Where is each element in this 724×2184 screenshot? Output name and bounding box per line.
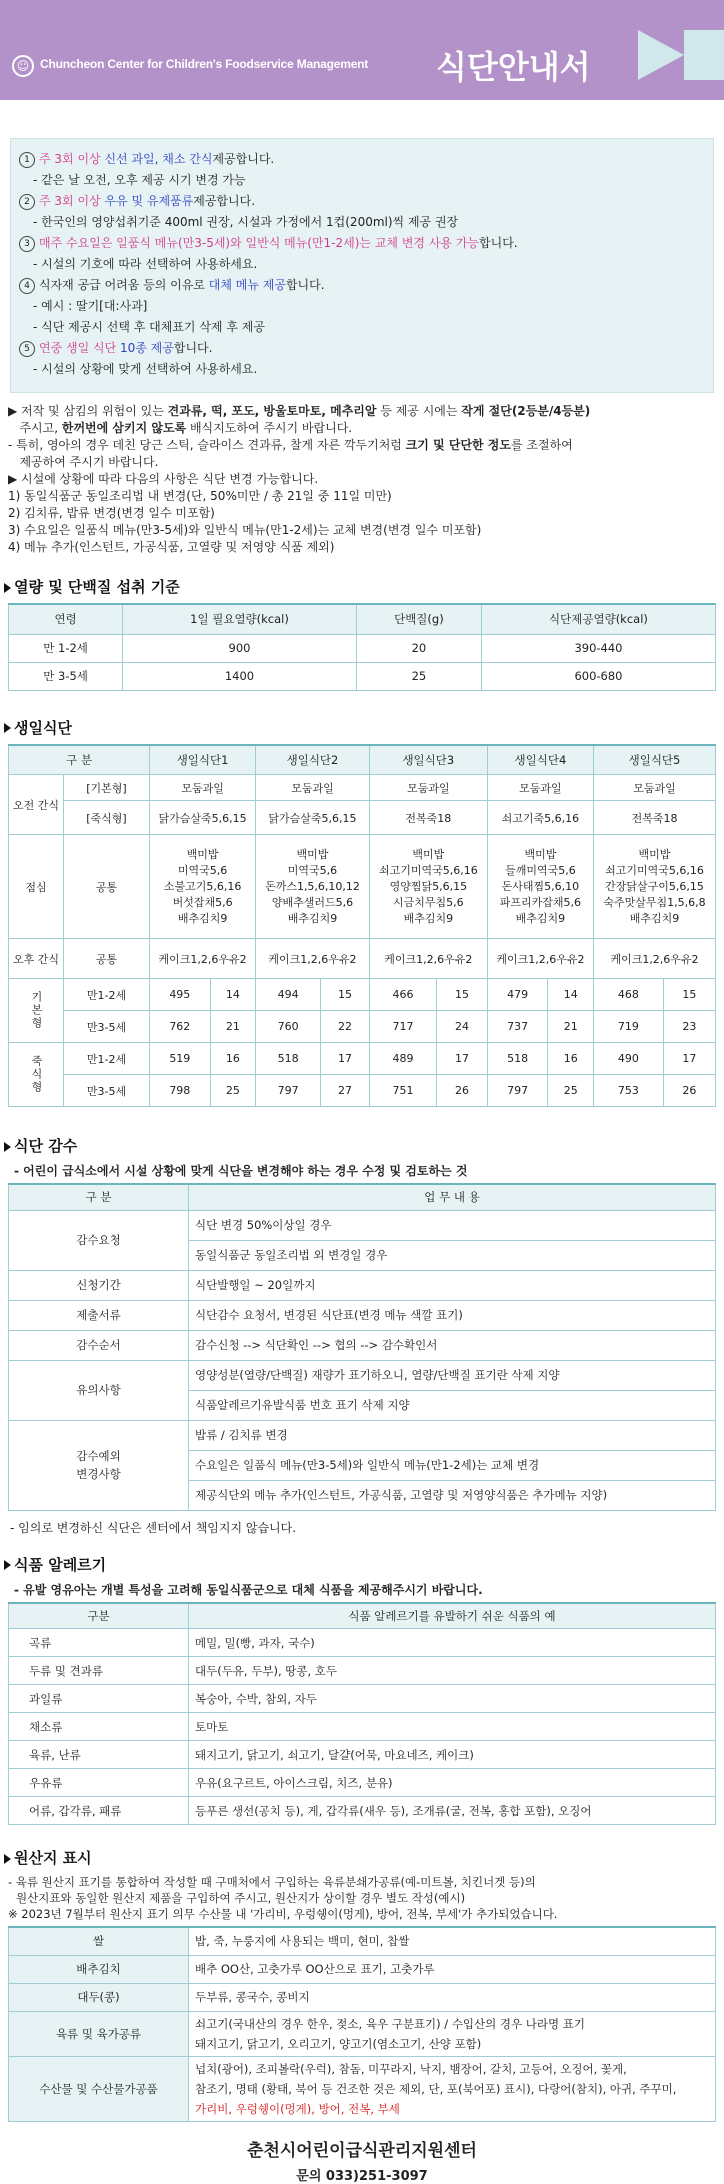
- table-cell: 식단감수 요청서, 변경된 식단표(변경 메뉴 색깔 표기): [189, 1300, 716, 1330]
- table-cell: 737: [487, 1011, 548, 1043]
- allergy-table: [8, 1602, 716, 1826]
- table-cell: 479: [487, 979, 548, 1011]
- table-header: 단백질(g): [356, 604, 481, 634]
- triangle-bullet-icon: [4, 1854, 11, 1864]
- table-row: [9, 775, 716, 801]
- row-label: 대두(콩): [9, 1983, 189, 2011]
- table-cell: 600-680: [481, 662, 715, 690]
- triangle-bullet-icon: [4, 583, 11, 593]
- notice-text: 연중 생일 식단: [39, 341, 120, 355]
- table-cell: 수요일은 일품식 메뉴(만3-5세)와 일반식 메뉴(만1-2세)는 교체 변경: [189, 1450, 716, 1480]
- table-cell: [150, 835, 256, 939]
- notice-line: [19, 233, 705, 254]
- table-row: [9, 1657, 716, 1685]
- menu-item: 간장닭살구이5,6,15: [605, 879, 704, 893]
- table-cell: 전복죽18: [369, 801, 487, 835]
- table-cell: 동일식품군 동일조리법 외 변경일 경우: [189, 1240, 716, 1270]
- origin-line: 돼지고기, 닭고기, 오리고기, 양고기(염소고기, 산양 포함): [195, 2036, 482, 2051]
- table-cell: 22: [321, 1011, 370, 1043]
- footer-center-name: 춘천시어린이급식관리지원센터: [247, 2140, 477, 2161]
- notice-subline: - 예시 : 딸기[대:사과]: [33, 299, 148, 313]
- menu-item: 배추김치9: [177, 911, 228, 925]
- table-row: [9, 1330, 716, 1360]
- text: 원산지표와 동일한 원산지 제품을 구입하여 주시고, 원산지가 상이할 경우 별도 작성(예시): [16, 1891, 466, 1905]
- text: 3) 수요일은 일품식 메뉴(만3-5세)와 일반식 메뉴(만1-2세)는 교체 변경(변경 일수 미포함): [8, 523, 482, 537]
- table-header: 생일식단3: [369, 745, 487, 775]
- table-cell: 1400: [123, 662, 357, 690]
- table-cell: 466: [369, 979, 436, 1011]
- table-cell: 쇠고기죽5,6,16: [487, 801, 593, 835]
- table-cell: 감수신청 --> 식단확인 --> 협의 --> 감수확인서: [189, 1330, 716, 1360]
- table-cell: 영양성분(열량/단백질) 재량가 표기하오니, 열량/단백질 표기란 삭제 지양: [189, 1360, 716, 1390]
- table-cell: 25: [548, 1075, 594, 1107]
- table-header: 식품 알레르기를 유발하기 쉬운 식품의 예: [189, 1603, 716, 1629]
- table-cell: 우유(요구르트, 아이스크림, 치즈, 분유): [189, 1769, 716, 1797]
- table-cell: 797: [256, 1075, 321, 1107]
- menu-item: 영양찜닭5,6,15: [389, 879, 468, 893]
- notice-text: 합니다.: [479, 236, 518, 250]
- table-cell: 대두(두유, 두부), 땅콩, 호두: [189, 1657, 716, 1685]
- text: 한꺼번에 삼키지 않도록: [61, 421, 187, 435]
- menu-item: 배추김치9: [287, 911, 338, 925]
- table-cell: 모둠과일: [369, 775, 487, 801]
- table-row: [9, 1685, 716, 1713]
- row-label: 배추김치: [9, 1955, 189, 1983]
- table-row: [9, 1210, 716, 1240]
- table-cell: 모둠과일: [487, 775, 593, 801]
- allergy-subtitle: - 유발 영유아는 개별 특성을 고려해 동일식품군으로 대체 식품을 제공해주시기 바랍니다.: [14, 1582, 483, 1597]
- text: 원산지 표시: [14, 1849, 92, 1867]
- table-cell: 제공식단외 메뉴 추가(인스턴트, 가공식품, 고열량 및 저영양식품은 추가메뉴 지양): [189, 1480, 716, 1510]
- notice-text: 제공합니다.: [193, 194, 256, 208]
- table-header: 생일식단1: [150, 745, 256, 775]
- reduction-note: - 임의로 변경하신 식단은 센터에서 책임지지 않습니다.: [10, 1520, 297, 1535]
- notice-text: 주 3회 이상: [39, 152, 105, 166]
- table-cell: 489: [369, 1043, 436, 1075]
- row-sublabel: 만1-2세: [64, 979, 150, 1011]
- row-label: 유의사항: [9, 1360, 189, 1420]
- table-cell: [369, 835, 487, 939]
- table-row: [9, 2011, 716, 2056]
- table-cell: 식단 변경 50%이상일 경우: [189, 1210, 716, 1240]
- menu-item: 백미밥: [296, 847, 329, 861]
- table-row: [9, 1420, 716, 1450]
- text: 4) 메뉴 추가(인스턴트, 가공식품, 고열량 및 저영양 식품 제외): [8, 540, 335, 554]
- table-row: [9, 2056, 716, 2121]
- table-cell: 케이크1,2,6우유2: [256, 939, 370, 979]
- notice-text: 신선 과일, 채소 간식: [104, 152, 213, 166]
- table-row: [9, 1270, 716, 1300]
- table-cell: 15: [321, 979, 370, 1011]
- table-cell: 23: [663, 1011, 715, 1043]
- table-cell: 762: [150, 1011, 211, 1043]
- table-cell: 798: [150, 1075, 211, 1107]
- row-label: 점심: [9, 835, 64, 939]
- table-cell: 390-440: [481, 634, 715, 662]
- origin-line: 가리비, 우렁쉥이(멍게), 방어, 전복, 부세: [195, 2101, 400, 2116]
- text: 작게 절단(2등분/4등분): [461, 404, 591, 418]
- table-cell: 등푸른 생선(공치 등), 게, 갑각류(새우 등), 조개류(굴, 전복, 홍합 포함), 오징어: [189, 1797, 716, 1825]
- text: - 특히, 영아의 경우 데친 당근 스틱, 슬라이스 견과류, 찰게 자른 깍두기처럼: [8, 438, 406, 452]
- number-circle-icon: 1: [19, 152, 35, 168]
- row-label: 오전 간식: [9, 775, 64, 835]
- triangle-bullet-icon: [4, 1560, 11, 1570]
- table-cell: 17: [663, 1043, 715, 1075]
- table-cell: [189, 2056, 716, 2121]
- table-cell: 모둠과일: [256, 775, 370, 801]
- table-row: [9, 801, 716, 835]
- table-cell: 797: [487, 1075, 548, 1107]
- table-header: 구 분: [9, 745, 150, 775]
- table-cell: 751: [369, 1075, 436, 1107]
- table-cell: 모둠과일: [150, 775, 256, 801]
- text: 식단 감수: [14, 1137, 78, 1155]
- table-cell: 메밀, 밀(빵, 과자, 국수): [189, 1629, 716, 1657]
- table-cell: 닭가슴살죽5,6,15: [256, 801, 370, 835]
- menu-item: 들깨미역국5,6: [505, 863, 576, 877]
- notice-subline: - 시설의 기호에 따라 선택하여 사용하세요.: [33, 257, 258, 271]
- row-label: 두류 및 견과류: [9, 1657, 189, 1685]
- menu-item: 백미밥: [412, 847, 445, 861]
- table-row: [9, 939, 716, 979]
- table-row: [9, 1741, 716, 1769]
- menu-item: 배추김치9: [403, 911, 454, 925]
- notice-text: 대체 메뉴 제공: [208, 278, 286, 292]
- table-cell: 16: [210, 1043, 256, 1075]
- menu-item: 쇠고기미역국5,6,16: [378, 863, 478, 877]
- table-header: 1일 필요열량(kcal): [123, 604, 357, 634]
- row-label: 감수요청: [9, 1210, 189, 1270]
- notice-subline: - 같은 날 오전, 오후 제공 시기 변경 가능: [33, 173, 246, 187]
- row-label: 제출서류: [9, 1300, 189, 1330]
- center-logo-icon: ☺: [12, 55, 34, 77]
- table-row: [9, 1043, 716, 1075]
- text: 배식지도하여 주시기 바랍니다.: [186, 421, 353, 435]
- notice-text: 합니다.: [173, 341, 213, 355]
- row-label: 육류 및 육가공류: [9, 2011, 189, 2056]
- table-cell: 490: [594, 1043, 664, 1075]
- text: 를 조절하여: [511, 438, 573, 452]
- table-header: 구분: [9, 1603, 189, 1629]
- table-row: [9, 1927, 716, 1955]
- table-cell: 17: [321, 1043, 370, 1075]
- table-header: 식단제공열량(kcal): [481, 604, 715, 634]
- table-cell: 21: [210, 1011, 256, 1043]
- row-label: 감수순서: [9, 1330, 189, 1360]
- menu-item: 돈사태찜5,6,10: [501, 879, 580, 893]
- menu-item: 양배추샐러드5,6: [271, 895, 354, 909]
- number-circle-icon: 3: [19, 236, 35, 252]
- menu-item: 배추김치9: [515, 911, 566, 925]
- row-label: 과일류: [9, 1685, 189, 1713]
- table-row: [9, 1075, 716, 1107]
- table-cell: 케이크1,2,6우유2: [369, 939, 487, 979]
- table-header: 생일식단4: [487, 745, 593, 775]
- table-row: [9, 1769, 716, 1797]
- menu-item: 백미밥: [186, 847, 219, 861]
- table-cell: 닭가슴살죽5,6,15: [150, 801, 256, 835]
- table-header: 연령: [9, 604, 123, 634]
- row-label: 어류, 갑각류, 패류: [9, 1797, 189, 1825]
- table-cell: 14: [548, 979, 594, 1011]
- table-cell: 25: [210, 1075, 256, 1107]
- menu-item: 버섯잡채5,6: [172, 895, 233, 909]
- table-row: [9, 1360, 716, 1390]
- table-cell: 495: [150, 979, 211, 1011]
- triangle-bullet-icon: [4, 1142, 11, 1152]
- table-row: [9, 1797, 716, 1825]
- notice-line: [19, 275, 705, 296]
- text: ※ 2023년 7월부터 원산지 표기 의무 수산물 내 '가리비, 우렁쉥이(멍게), 방어, 전복, 부세'가 추가되었습니다.: [8, 1907, 558, 1921]
- energy-table: [8, 603, 716, 691]
- table-cell: 16: [548, 1043, 594, 1075]
- notice-text: 10종 제공: [120, 341, 174, 355]
- table-cell: [256, 835, 370, 939]
- table-cell: 배추 OO산, 고춧가루 OO산으로 표기, 고춧가루: [189, 1955, 716, 1983]
- table-cell: 밥류 / 김치류 변경: [189, 1420, 716, 1450]
- menu-item: 쇠고기미역국5,6,16: [605, 863, 704, 877]
- table-cell: 20: [356, 634, 481, 662]
- table-cell: 717: [369, 1011, 436, 1043]
- table-cell: 식단발행일 ~ 20일까지: [189, 1270, 716, 1300]
- footer-phone: 문의 033)251-3097: [296, 2168, 428, 2184]
- text: 1) 동일식품군 동일조리법 내 변경(단, 50%미만 / 총 21일 중 11일 미만): [8, 489, 392, 503]
- menu-item: 미역국5,6: [177, 863, 228, 877]
- origin-section-title: [4, 1847, 720, 1868]
- table-cell: 518: [256, 1043, 321, 1075]
- notice-text: 합니다.: [285, 278, 325, 292]
- table-cell: 760: [256, 1011, 321, 1043]
- text: 생일식단: [14, 718, 72, 737]
- table-cell: 14: [210, 979, 256, 1011]
- table-cell: 753: [594, 1075, 664, 1107]
- menu-item: 백미밥: [638, 847, 671, 861]
- row-sublabel: 만3-5세: [64, 1011, 150, 1043]
- table-cell: 케이크1,2,6우유2: [594, 939, 716, 979]
- text: 2) 김치류, 밥류 변경(변경 일수 미포함): [8, 506, 215, 520]
- table-cell: 27: [321, 1075, 370, 1107]
- row-label: 수산물 및 수산물가공품: [9, 2056, 189, 2121]
- menu-item: 숙주맛살무침1,5,6,8: [603, 895, 706, 909]
- text: 제공하여 주시기 바랍니다.: [19, 455, 159, 469]
- table-cell: 15: [437, 979, 488, 1011]
- row-label: 신청기간: [9, 1270, 189, 1300]
- text: - 육류 원산지 표기를 통합하여 작성할 때 구매처에서 구입하는 육류분쇄가공류(예-미트볼, 치킨너겟 등)의: [8, 1875, 536, 1889]
- table-cell: [594, 835, 716, 939]
- table-cell: 26: [663, 1075, 715, 1107]
- notice-line: [19, 191, 705, 212]
- text: 등 제공 시에는: [376, 404, 462, 418]
- row-label: 죽식형: [9, 1043, 64, 1107]
- table-cell: 만 1-2세: [9, 634, 123, 662]
- birthday-table: [8, 744, 716, 1108]
- menu-item: 배추김치9: [629, 911, 680, 925]
- table-row: [9, 979, 716, 1011]
- table-cell: [189, 2011, 716, 2056]
- text: 견과류, 떡, 포도, 방울토마토, 메추리알: [167, 404, 377, 418]
- menu-item: 소불고기5,6,16: [163, 879, 242, 893]
- page-header: [0, 0, 724, 100]
- menu-item: 미역국5,6: [287, 863, 338, 877]
- table-cell: 468: [594, 979, 664, 1011]
- table-cell: 25: [356, 662, 481, 690]
- notice-box: [10, 138, 714, 393]
- text: ▶ 시설에 상황에 따라 다음의 사항은 식단 변경 가능합니다.: [8, 472, 319, 486]
- table-cell: [487, 835, 593, 939]
- number-circle-icon: 4: [19, 278, 35, 294]
- origin-notes: [8, 1874, 716, 1922]
- table-cell: 밥, 죽, 누룽지에 사용되는 백미, 현미, 찹쌀: [189, 1927, 716, 1955]
- row-sublabel: [기본형]: [64, 775, 150, 801]
- header-decoration: [684, 30, 724, 80]
- table-row: [9, 1300, 716, 1330]
- origin-line: 쇠고기(국내산의 경우 한우, 젖소, 육우 구분표기) / 수입산의 경우 나라명 표기: [195, 2016, 585, 2031]
- table-cell: 케이크1,2,6우유2: [487, 939, 593, 979]
- table-header: 업 무 내 용: [189, 1184, 716, 1210]
- row-label: 오후 간식: [9, 939, 64, 979]
- allergy-section-title: [4, 1554, 720, 1575]
- notice-paragraph: [8, 403, 716, 556]
- table-cell: 26: [437, 1075, 488, 1107]
- table-cell: 719: [594, 1011, 664, 1043]
- row-sublabel: 만1-2세: [64, 1043, 150, 1075]
- center-name: Chuncheon Center for Children's Foodservice Management: [40, 57, 369, 71]
- notice-line: [19, 338, 705, 359]
- birthday-section-title: [4, 717, 720, 738]
- table-row: [9, 662, 716, 690]
- table-row: [9, 1011, 716, 1043]
- row-label: 쌀: [9, 1927, 189, 1955]
- menu-item: 백미밥: [524, 847, 557, 861]
- table-header: 생일식단2: [256, 745, 370, 775]
- table-header: 구 분: [9, 1184, 189, 1210]
- table-cell: 21: [548, 1011, 594, 1043]
- table-cell: 만 3-5세: [9, 662, 123, 690]
- text: 열량 및 단백질 섭취 기준: [14, 578, 180, 596]
- text: 식품 알레르기: [14, 1555, 107, 1574]
- table-row: [9, 1955, 716, 1983]
- header-decoration-arrow: [638, 30, 684, 80]
- row-label: 곡류: [9, 1629, 189, 1657]
- notice-text: 주 3회 이상: [39, 194, 105, 208]
- row-sublabel: 만3-5세: [64, 1075, 150, 1107]
- number-circle-icon: 2: [19, 194, 35, 210]
- number-circle-icon: 5: [19, 341, 35, 357]
- table-header: 생일식단5: [594, 745, 716, 775]
- origin-line: 넙치(광어), 조피볼락(우럭), 참돔, 미꾸라지, 낙지, 뱀장어, 갈치, 고등어, 오징어, 꽃게,: [195, 2061, 627, 2076]
- row-sublabel: 공통: [64, 835, 150, 939]
- table-cell: 519: [150, 1043, 211, 1075]
- row-label: 감수예외 변경사항: [9, 1420, 189, 1510]
- notice-text: 제공합니다.: [212, 152, 275, 166]
- notice-subline: - 식단 제공시 선택 후 대체표기 삭제 후 제공: [33, 320, 265, 334]
- notice-text: 식자재 공급 어려움 등의 이유로: [39, 278, 209, 292]
- table-row: [9, 634, 716, 662]
- origin-table: [8, 1926, 716, 2122]
- menu-item: 돈까스1,5,6,10,12: [265, 879, 360, 893]
- page-title: 식단안내서: [436, 48, 591, 86]
- notice-subline: - 시설의 상황에 맞게 선택하여 사용하세요.: [33, 362, 258, 376]
- triangle-bullet-icon: [4, 723, 11, 733]
- table-cell: 식품알레르기유발식품 번호 표기 삭제 지양: [189, 1390, 716, 1420]
- row-label: 채소류: [9, 1713, 189, 1741]
- table-row: [9, 835, 716, 939]
- table-row: [9, 1713, 716, 1741]
- table-cell: 케이크1,2,6우유2: [150, 939, 256, 979]
- reduction-table: [8, 1183, 716, 1511]
- row-sublabel: [죽식형]: [64, 801, 150, 835]
- notice-line: [19, 149, 705, 170]
- row-sublabel: 공통: [64, 939, 150, 979]
- table-cell: 494: [256, 979, 321, 1011]
- row-label: 우유류: [9, 1769, 189, 1797]
- origin-line: 참조기, 명태 (황태, 북어 등 건조한 것은 제외, 단, 포(북어포) 표시), 다랑어(참치), 아귀, 주꾸미,: [195, 2081, 677, 2096]
- table-cell: 900: [123, 634, 357, 662]
- table-cell: 돼지고기, 닭고기, 쇠고기, 달걀(어묵, 마요네즈, 케이크): [189, 1741, 716, 1769]
- menu-item: 시금치무침5,6: [393, 895, 464, 909]
- table-row: [9, 1983, 716, 2011]
- table-cell: 복숭아, 수박, 참외, 자두: [189, 1685, 716, 1713]
- table-cell: 17: [437, 1043, 488, 1075]
- table-cell: 518: [487, 1043, 548, 1075]
- table-cell: 두부류, 콩국수, 콩비지: [189, 1983, 716, 2011]
- menu-item: 파프리카잡채5,6: [499, 895, 582, 909]
- table-row: [9, 1629, 716, 1657]
- table-cell: 모둠과일: [594, 775, 716, 801]
- text: 주시고,: [19, 421, 62, 435]
- notice-text: 매주 수요일은 일품식 메뉴(만3-5세)와 일반식 메뉴(만1-2세)는 교체 변경 사용 가능: [39, 236, 480, 250]
- table-cell: 24: [437, 1011, 488, 1043]
- text: ▶ 저작 및 삼킴의 위험이 있는: [8, 404, 168, 418]
- table-cell: 토마토: [189, 1713, 716, 1741]
- notice-subline: - 한국인의 영양섭취기준 400ml 권장, 시설과 가정에서 1컵(200ml)씩 제공 권장: [33, 215, 459, 229]
- energy-section-title: [4, 576, 720, 597]
- reduction-section-title: [4, 1135, 720, 1156]
- row-label: 육류, 난류: [9, 1741, 189, 1769]
- text: 크기 및 단단한 정도: [405, 438, 511, 452]
- reduction-subtitle: - 어린이 급식소에서 시설 상황에 맞게 식단을 변경해야 하는 경우 수정 및 검토하는 것: [14, 1164, 468, 1178]
- row-label: 기본형: [9, 979, 64, 1043]
- notice-text: 우유 및 유제품류: [104, 194, 194, 208]
- table-cell: 전복죽18: [594, 801, 716, 835]
- table-cell: 15: [663, 979, 715, 1011]
